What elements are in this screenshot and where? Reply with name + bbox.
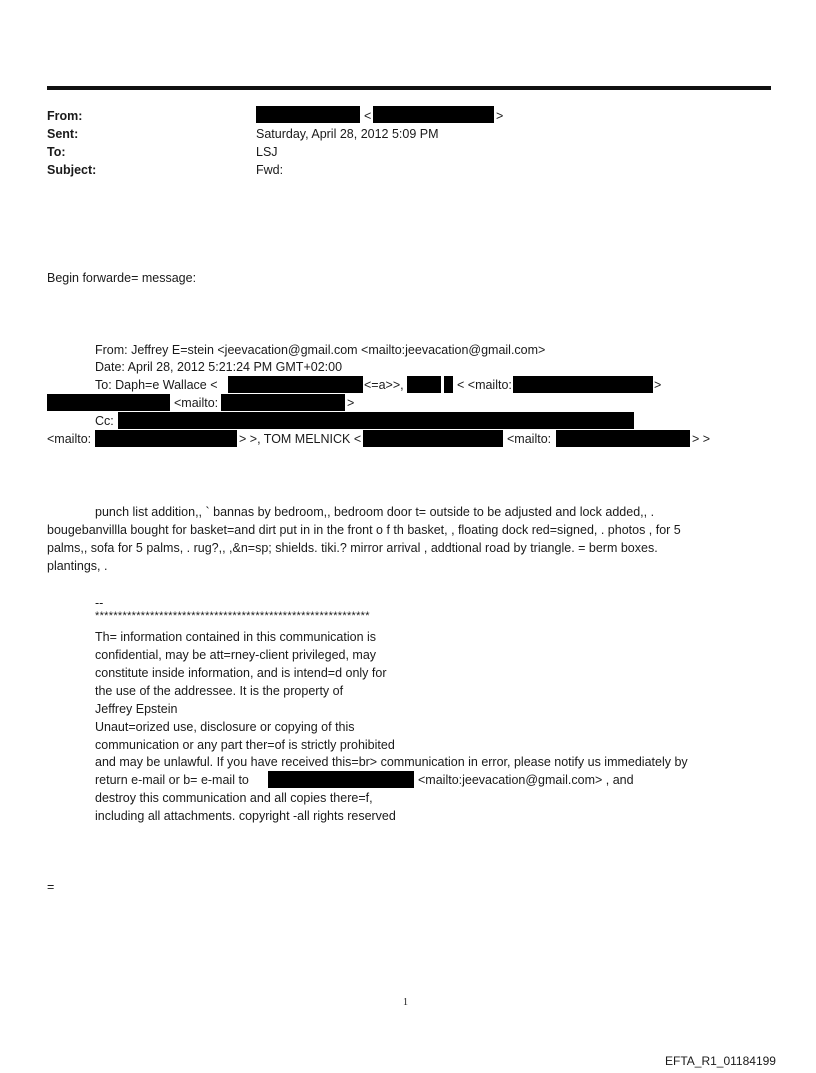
sig-line-6: Unaut=orized use, disclosure or copying of this: [95, 720, 355, 734]
redacted-melnick-email: [363, 430, 503, 447]
fwd-to-prefix: To: Daph=e Wallace <: [95, 378, 218, 392]
sig-line-8: and may be unlawful. If you have received this=br> communication in error, please notify us immediately by: [95, 755, 688, 769]
fwd-line4-mailto2: <mailto:: [507, 432, 552, 446]
redacted-line2-address: [47, 394, 170, 411]
sig-line-3: constitute inside information, and is intend=d only for: [95, 666, 387, 680]
fwd-line2-close: >: [347, 396, 355, 410]
fwd-cc-label: Cc:: [95, 414, 114, 428]
sig-line-5: Jeffrey Epstein: [95, 702, 178, 716]
body-line-1: punch list addition,, ` bannas by bedroom,, bedroom door t= outside to be adjusted and lock added,, .: [95, 505, 655, 519]
fwd-to-mailto: < <mailto:: [457, 378, 512, 392]
subject-value: Fwd:: [256, 163, 284, 177]
subject-label: Subject:: [47, 163, 97, 177]
sig-line-7: communication or any part ther=of is strictly prohibited: [95, 738, 395, 752]
redacted-return-email: [268, 771, 414, 788]
to-value: LSJ: [256, 145, 278, 159]
to-label: To:: [47, 145, 66, 159]
redacted-sender-email: [373, 106, 494, 123]
redacted-sender-name: [256, 106, 360, 123]
from-lt: <: [364, 109, 372, 123]
redacted-cc-addresses: [118, 412, 634, 429]
sig-stars: ************************************************************: [95, 610, 370, 622]
sent-label: Sent:: [47, 127, 79, 141]
sig-line-2: confidential, may be att=rney-client privileged, may: [95, 648, 377, 662]
redacted-line2-email: [221, 394, 345, 411]
sig-return-suffix: <mailto:jeevacation@gmail.com> , and: [418, 773, 634, 787]
sig-including: including all attachments. copyright -all rights reserved: [95, 809, 396, 823]
sig-return-prefix: return e-mail or b= e-mail to: [95, 773, 249, 787]
redacted-recipient2-name: [407, 376, 441, 393]
trailing-equals: =: [47, 880, 55, 894]
redacted-recipient-email: [228, 376, 363, 393]
sig-line-4: the use of the addressee. It is the property of: [95, 684, 344, 698]
page-number: 1: [403, 997, 408, 1008]
redacted-cc-email: [95, 430, 237, 447]
header-rule: [47, 86, 771, 90]
body-line-4: plantings, .: [47, 559, 108, 573]
fwd-to-close: >: [654, 378, 662, 392]
redacted-melnick-mailto: [556, 430, 690, 447]
redacted-recipient2-email: [513, 376, 653, 393]
from-label: From:: [47, 109, 83, 123]
fwd-date-line: Date: April 28, 2012 5:21:24 PM GMT+02:00: [95, 360, 343, 374]
fwd-to-mid: <=a>>,: [364, 378, 404, 392]
document-id: EFTA_R1_01184199: [665, 1054, 776, 1068]
sig-line-1: Th= information contained in this communication is: [95, 630, 377, 644]
fwd-line4-mailto: <mailto:: [47, 432, 92, 446]
body-line-3: palms,, sofa for 5 palms, . rug?,, ,&n=sp; shields. tiki.? mirror arrival , addtional road by triangle. = berm boxes.: [47, 541, 658, 555]
fwd-line4-after: > >, TOM MELNICK <: [239, 432, 362, 446]
forward-intro: Begin forwarde= message:: [47, 271, 197, 285]
sent-value: Saturday, April 28, 2012 5:09 PM: [256, 127, 439, 141]
body-line-2: bougebanvillla bought for basket=and dirt put in in the front o f th basket, , floating dock red=signed, . photos , for 5: [47, 523, 681, 537]
redacted-recipient2-initial: [444, 376, 453, 393]
sig-dashes: --: [95, 596, 104, 610]
sig-destroy: destroy this communication and all copies there=f,: [95, 791, 373, 805]
fwd-line2-mailto: <mailto:: [174, 396, 219, 410]
fwd-from-line: From: Jeffrey E=stein <jeevacation@gmail.com <mailto:jeevacation@gmail.com>: [95, 343, 546, 357]
from-gt: >: [496, 109, 504, 123]
fwd-line4-end: > >: [692, 432, 711, 446]
